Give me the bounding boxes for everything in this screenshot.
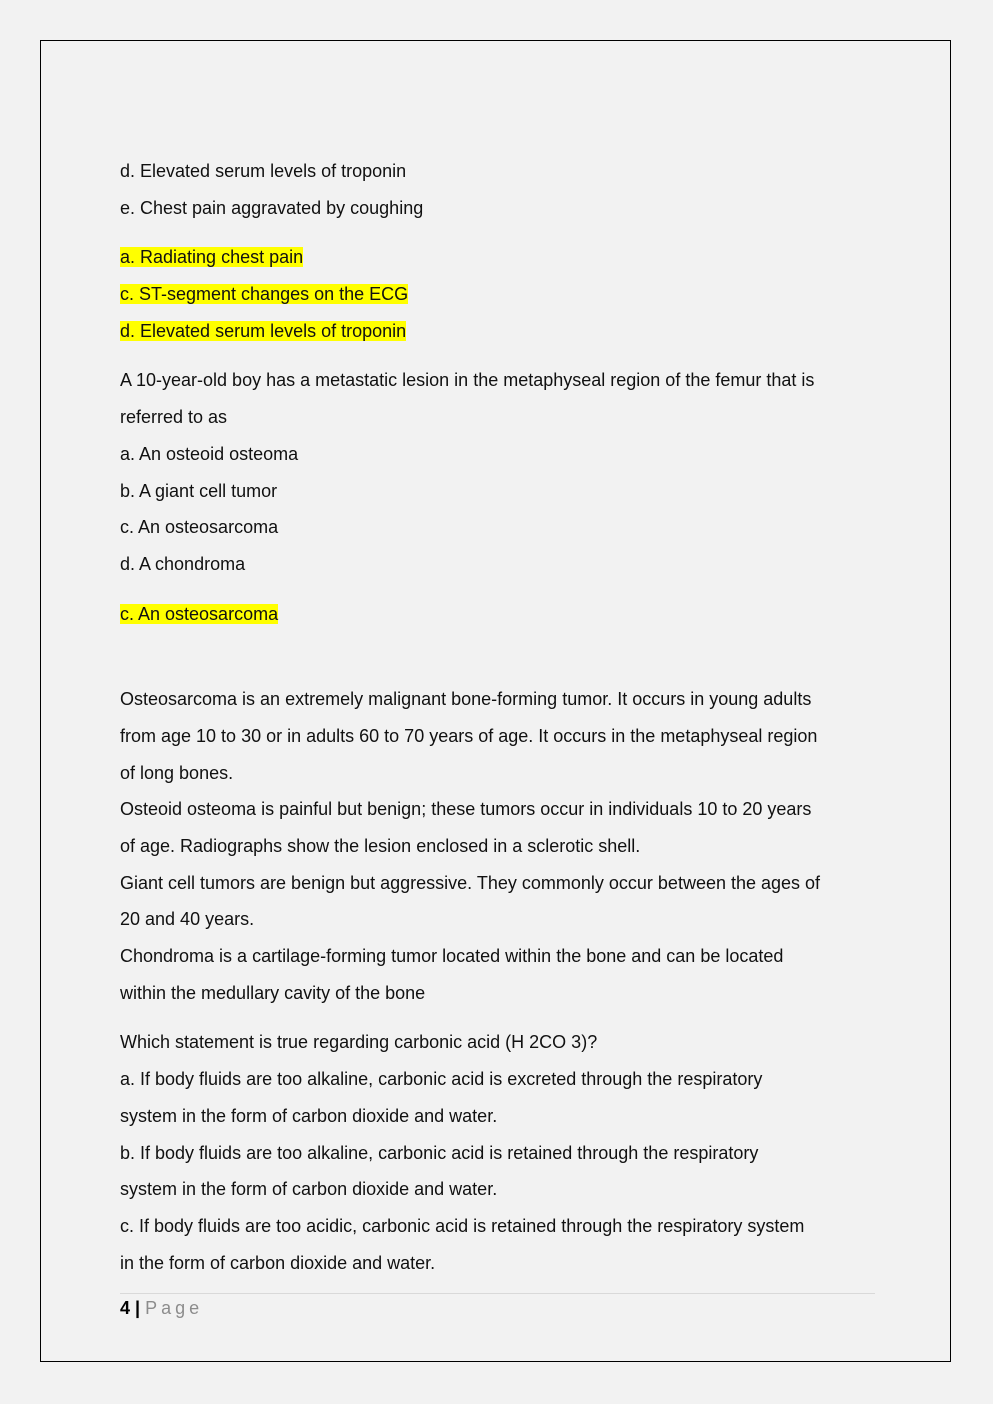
option-line: e. Chest pain aggravated by coughing [120, 197, 424, 218]
explanation-line: Giant cell tumors are benign but aggressive. They commonly occur between the ages of [120, 872, 821, 893]
page-label: Page [145, 1298, 204, 1318]
answer-line [120, 596, 880, 633]
page-footer [120, 1293, 875, 1319]
option-line: a. If body fluids are too alkaline, carbonic acid is excreted through the respiratory [120, 1069, 763, 1090]
highlighted-answer: a. Radiating chest pain [120, 247, 304, 268]
option-line: in the form of carbon dioxide and water. [120, 1252, 436, 1273]
explanation-line: Osteoid osteoma is painful but benign; these tumors occur in individuals 10 to 20 years [120, 799, 812, 820]
option-line: b. A giant cell tumor [120, 480, 278, 501]
highlighted-answer: c. An osteosarcoma [120, 603, 279, 624]
option-line: a. An osteoid osteoma [120, 443, 299, 464]
explanation-line: within the medullary cavity of the bone [120, 982, 426, 1003]
question-stem: Which statement is true regarding carbonic acid (H 2CO 3)? [120, 1032, 598, 1053]
option-line: d. A chondroma [120, 553, 246, 574]
page-separator: | [135, 1298, 141, 1318]
question-stem: referred to as [120, 407, 228, 428]
question-stem: A 10-year-old boy has a metastatic lesion in the metaphyseal region of the femur that is [120, 370, 815, 391]
option-line: c. If body fluids are too acidic, carbonic acid is retained through the respiratory system [120, 1215, 805, 1236]
option-line: system in the form of carbon dioxide and water. [120, 1105, 498, 1126]
answer-line [120, 239, 880, 276]
highlighted-answer: c. ST-segment changes on the ECG [120, 284, 409, 305]
page-content [120, 153, 880, 1281]
option-line: c. An osteosarcoma [120, 517, 279, 538]
explanation-line: from age 10 to 30 or in adults 60 to 70 years of age. It occurs in the metaphyseal region [120, 725, 818, 746]
answer-line [120, 276, 880, 313]
option-line: b. If body fluids are too alkaline, carbonic acid is retained through the respiratory [120, 1142, 759, 1163]
explanation-line: 20 and 40 years. [120, 909, 255, 930]
explanation-line: of long bones. [120, 762, 234, 783]
explanation-line: Chondroma is a cartilage-forming tumor located within the bone and can be located [120, 946, 784, 967]
explanation-line: Osteosarcoma is an extremely malignant bone-forming tumor. It occurs in young adults [120, 689, 812, 710]
answer-line [120, 313, 880, 350]
document-page [40, 40, 951, 1362]
option-line: system in the form of carbon dioxide and water. [120, 1179, 498, 1200]
explanation-line: of age. Radiographs show the lesion enclosed in a sclerotic shell. [120, 836, 641, 856]
page-number: 4 [120, 1298, 131, 1318]
option-line: d. Elevated serum levels of troponin [120, 161, 407, 181]
highlighted-answer: d. Elevated serum levels of troponin [120, 320, 407, 341]
